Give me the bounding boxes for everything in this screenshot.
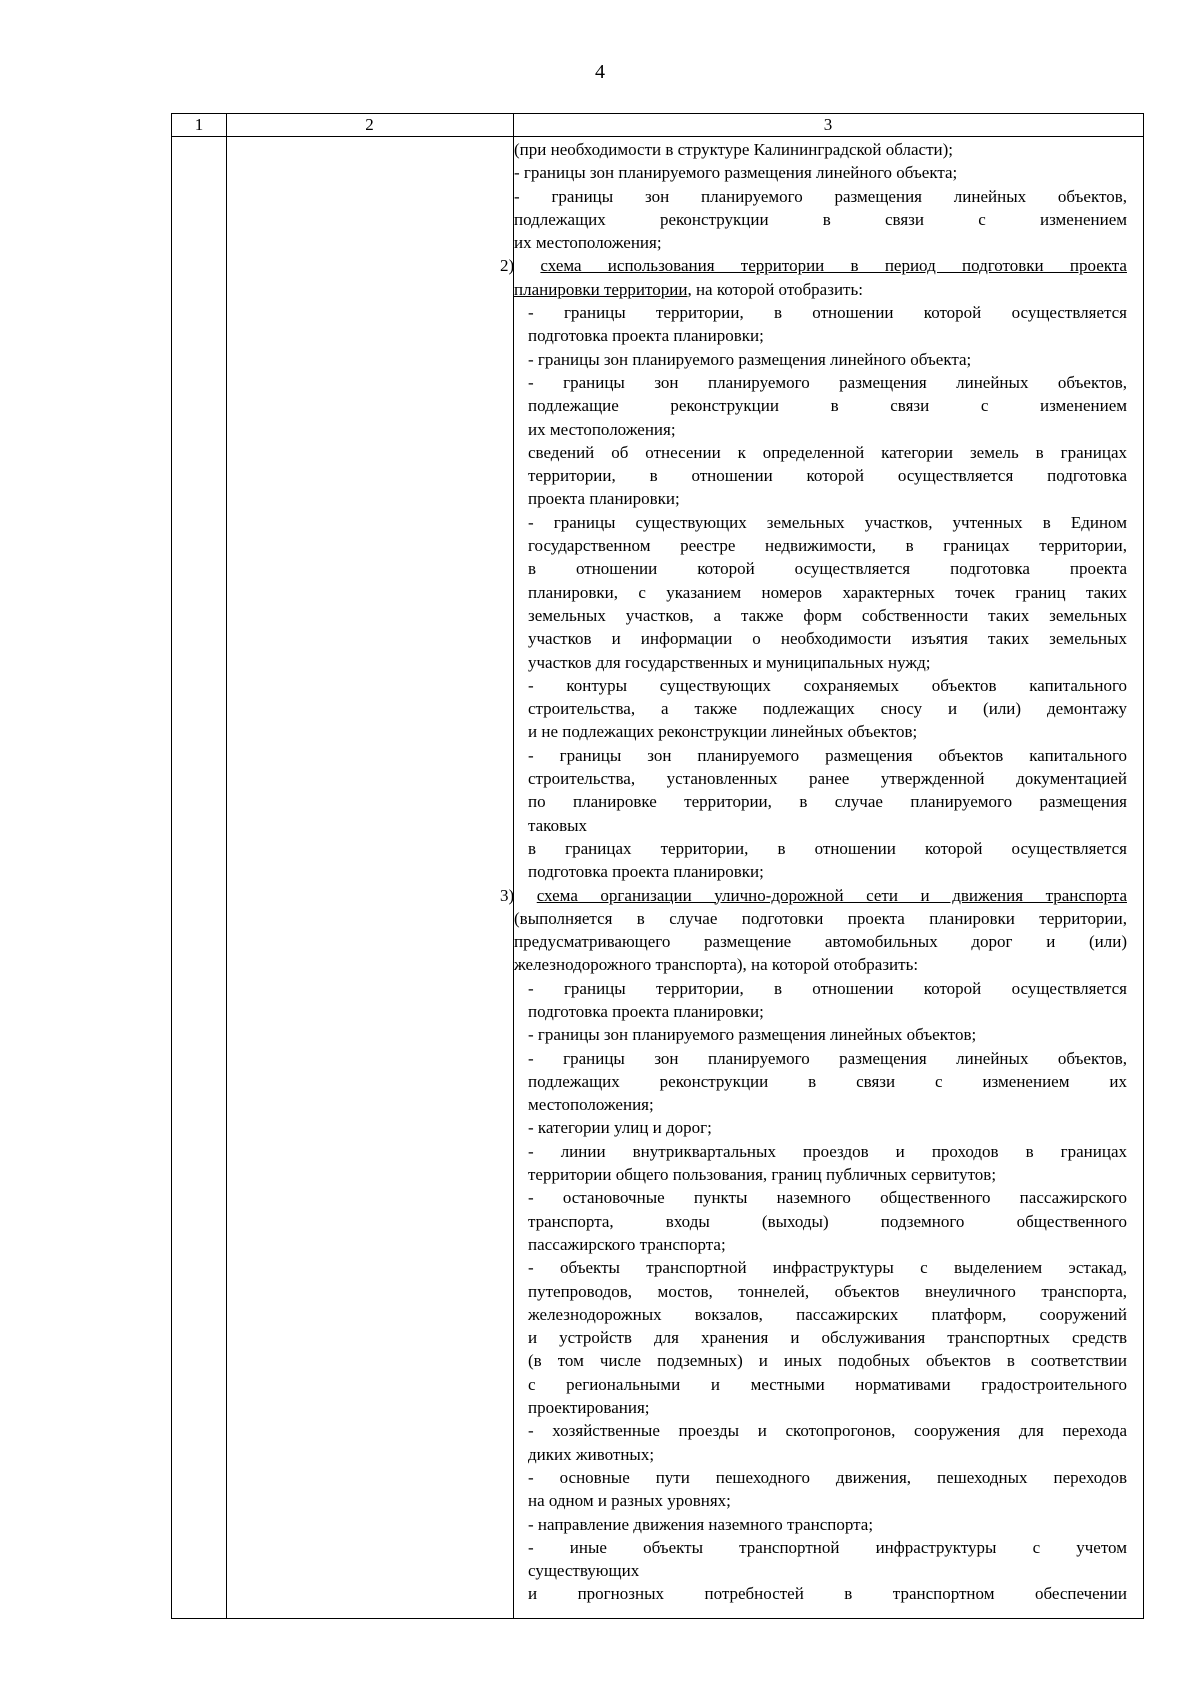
text-line: - линии внутриквартальных проездов и проходов в границах bbox=[528, 1141, 1127, 1161]
text-line: - границы зон планируемого размещения объектов капитального bbox=[528, 745, 1127, 765]
text-line: в границах территории, в отношении которой осуществляется bbox=[528, 838, 1127, 858]
text-line: и прогнозных потребностей в транспортном обеспечении bbox=[528, 1584, 1127, 1604]
text-line: - направление движения наземного транспорта; bbox=[528, 1514, 874, 1534]
text-line: - границы зон планируемого размещения линейных объектов; bbox=[528, 1025, 977, 1045]
text-line: таковых bbox=[528, 815, 588, 835]
text-line bbox=[500, 254, 1127, 277]
text-line: железнодорожных вокзалов, пассажирских платформ, сооружений bbox=[528, 1304, 1127, 1324]
header-col-1: 1 bbox=[194, 115, 204, 134]
page-number: 4 bbox=[595, 61, 605, 83]
text-line: - иные объекты транспортной инфраструктуры с учетом bbox=[528, 1537, 1127, 1557]
list-number: 2) bbox=[500, 256, 541, 276]
text-line: - категории улиц и дорог; bbox=[528, 1118, 712, 1138]
text-line: планировки, с указанием номеров характерных точек границ таких bbox=[528, 582, 1127, 602]
text-line: - границы территории, в отношении которой осуществляется bbox=[528, 303, 1127, 323]
text-line: - границы территории, в отношении которой осуществляется bbox=[528, 978, 1127, 998]
text-line: подлежащие реконструкции в связи с изменением bbox=[528, 396, 1127, 416]
text-line: - контуры существующих сохраняемых объектов капитального bbox=[528, 675, 1127, 695]
text-line: в отношении которой осуществляется подготовка проекта bbox=[528, 559, 1127, 579]
text-line: пассажирского транспорта; bbox=[528, 1234, 726, 1254]
text-line: на одном и разных уровнях; bbox=[528, 1491, 731, 1511]
text-line: сведений об отнесении к определенной категории земель в границах bbox=[528, 442, 1127, 462]
text-line: проекта планировки; bbox=[528, 489, 680, 509]
text-line: - границы зон планируемого размещения линейных объектов, bbox=[528, 372, 1127, 392]
text-line: - хозяйственные проезды и скотопрогонов, сооружения для перехода bbox=[528, 1421, 1127, 1441]
text-line: (при необходимости в структуре Калининградской области); bbox=[514, 140, 953, 159]
document-table bbox=[171, 113, 1144, 1619]
table-header-row bbox=[172, 114, 1143, 137]
text-line: транспорта, входы (выходы) подземного общественного bbox=[528, 1211, 1127, 1231]
text-line: - остановочные пункты наземного общественного пассажирского bbox=[528, 1188, 1127, 1208]
text-line: путепроводов, мостов, тоннелей, объектов внеуличного транспорта, bbox=[528, 1281, 1127, 1301]
text-line: - границы зон планируемого размещения линейных объектов, bbox=[514, 186, 1127, 206]
text-line: с региональными и местными нормативами градостроительного bbox=[528, 1374, 1127, 1394]
text-line: (в том числе подземных) и иных подобных объектов в соответствии bbox=[528, 1351, 1127, 1371]
text-line: - основные пути пешеходного движения, пешеходных переходов bbox=[528, 1467, 1127, 1487]
text-line: и устройств для хранения и обслуживания транспортных средств bbox=[528, 1328, 1127, 1348]
text-line: подготовка проекта планировки; bbox=[528, 862, 764, 882]
text-line: строительства, установленных ранее утвержденной документацией bbox=[528, 769, 1127, 789]
text-line: железнодорожного транспорта), на которой отобразить: bbox=[514, 955, 919, 975]
text-line: - границы зон планируемого размещения линейных объектов, bbox=[528, 1048, 1127, 1068]
text-line: участков для государственных и муниципальных нужд; bbox=[528, 652, 931, 672]
text-line: земельных участков, а также форм собственности таких земельных bbox=[528, 605, 1127, 625]
text-line: - объекты транспортной инфраструктуры с выделением эстакад, bbox=[528, 1258, 1127, 1278]
text-line: подлежащих реконструкции в связи с изменением их bbox=[528, 1071, 1127, 1091]
list-number: 3) bbox=[500, 885, 537, 905]
text-line: проектирования; bbox=[528, 1398, 650, 1418]
text-line: подготовка проекта планировки; bbox=[528, 326, 764, 346]
underlined-heading: планировки территории bbox=[514, 279, 688, 299]
text-line: подготовка проекта планировки; bbox=[528, 1001, 764, 1021]
underlined-heading: схема организации улично-дорожной сети и движения транспорта bbox=[536, 885, 1127, 905]
text-line: подлежащих реконструкции в связи с изменением bbox=[514, 209, 1127, 229]
text-line: территории общего пользования, границ публичных сервитутов; bbox=[528, 1165, 997, 1185]
header-col-2: 2 bbox=[365, 115, 374, 134]
text-line: и не подлежащих реконструкции линейных объектов; bbox=[528, 722, 918, 742]
text-line: их местоположения; bbox=[514, 233, 662, 253]
text-line: участков и информации о необходимости изъятия таких земельных bbox=[528, 629, 1127, 649]
text-line: (выполняется в случае подготовки проекта планировки территории, bbox=[514, 908, 1127, 928]
header-col-3: 3 bbox=[823, 115, 833, 134]
underlined-heading: схема использования территории в период подготовки проекта bbox=[540, 256, 1127, 276]
text-line: существующих bbox=[528, 1561, 640, 1581]
table-cell-col-3-text bbox=[500, 138, 1127, 1606]
text-line bbox=[514, 278, 1127, 301]
column-divider-1 bbox=[226, 114, 227, 1618]
text-line: строительства, а также подлежащих сносу и (или) демонтажу bbox=[528, 699, 1127, 719]
text-line: государственном реестре недвижимости, в границах территории, bbox=[528, 536, 1127, 556]
text-line: - границы зон планируемого размещения линейного объекта; bbox=[528, 349, 972, 369]
text-line: их местоположения; bbox=[528, 419, 676, 439]
text-line bbox=[500, 884, 1127, 907]
text-line: диких животных; bbox=[528, 1444, 655, 1464]
text-line: - границы зон планируемого размещения линейного объекта; bbox=[514, 163, 958, 183]
text-line: местоположения; bbox=[528, 1095, 654, 1115]
text-line: - границы существующих земельных участков, учтенных в Едином bbox=[528, 512, 1127, 532]
text-line: территории, в отношении которой осуществляется подготовка bbox=[528, 466, 1127, 486]
text-line: предусматривающего размещение автомобильных дорог и (или) bbox=[514, 932, 1127, 952]
heading-suffix: , на которой отобразить: bbox=[687, 279, 863, 299]
text-line: по планировке территории, в случае планируемого размещения bbox=[528, 792, 1127, 812]
